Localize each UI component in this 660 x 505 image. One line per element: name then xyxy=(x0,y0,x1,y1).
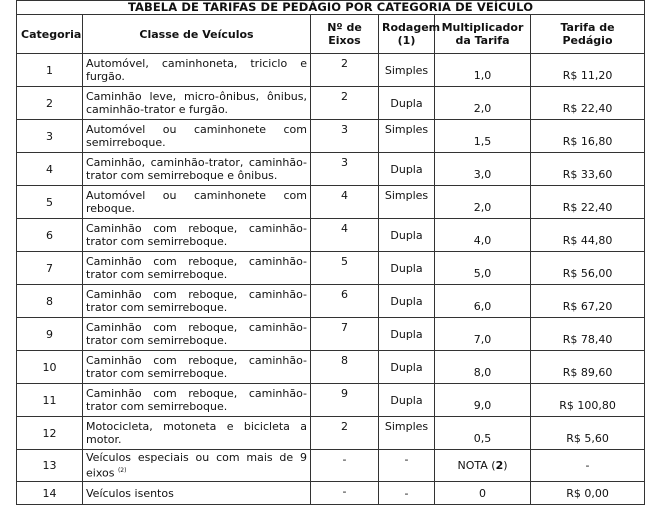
cell-eixos: 4 xyxy=(311,186,379,219)
cell-eixos: 5 xyxy=(311,252,379,285)
cell-rodagem: - xyxy=(379,482,435,505)
cell-classe: Motocicleta, motoneta e bicicleta a motor. xyxy=(83,417,311,450)
cell-eixos: 3 xyxy=(311,120,379,153)
cell-tarifa: R$ 0,00 xyxy=(531,482,645,505)
cell-tarifa: R$ 89,60 xyxy=(531,351,645,384)
cell-rodagem: Dupla xyxy=(379,351,435,384)
table-row xyxy=(17,153,645,186)
header-tarifa xyxy=(531,15,645,54)
cell-classe: Caminhão com reboque, caminhão-trator com semirreboque. xyxy=(83,351,311,384)
header-eixos-line1: Nº de xyxy=(327,21,362,34)
cell-classe: Caminhão leve, micro-ônibus, ônibus, caminhão-trator e furgão. xyxy=(83,87,311,120)
cell-categoria: 2 xyxy=(17,87,83,120)
cell-eixos: 9 xyxy=(311,384,379,417)
table-row xyxy=(17,120,645,153)
cell-rodagem: Dupla xyxy=(379,384,435,417)
table-row xyxy=(17,87,645,120)
cell-categoria: 14 xyxy=(17,482,83,505)
header-eixos xyxy=(311,15,379,54)
cell-rodagem: - xyxy=(379,450,435,482)
cell-multiplicador: 2,0 xyxy=(435,87,531,120)
cell-tarifa: R$ 11,20 xyxy=(531,54,645,87)
cell-tarifa: R$ 56,00 xyxy=(531,252,645,285)
header-eixos-line2: Eixos xyxy=(328,34,361,47)
cell-eixos: 2 xyxy=(311,87,379,120)
cell-tarifa: R$ 78,40 xyxy=(531,318,645,351)
nota-number: 2 xyxy=(495,459,504,472)
cell-categoria: 12 xyxy=(17,417,83,450)
cell-tarifa: R$ 5,60 xyxy=(531,417,645,450)
header-mult-line1: Multiplicador xyxy=(441,21,524,34)
cell-multiplicador: 8,0 xyxy=(435,351,531,384)
cell-rodagem: Dupla xyxy=(379,87,435,120)
table-row xyxy=(17,482,645,505)
cell-rodagem: Dupla xyxy=(379,219,435,252)
cell-multiplicador xyxy=(435,450,531,482)
cell-multiplicador: 5,0 xyxy=(435,252,531,285)
cell-eixos: 4 xyxy=(311,219,379,252)
table-row xyxy=(17,54,645,87)
cell-tarifa: - xyxy=(531,450,645,482)
table-row xyxy=(17,351,645,384)
cell-rodagem: Simples xyxy=(379,417,435,450)
cell-classe: Caminhão com reboque, caminhão-trator com semirreboque. xyxy=(83,384,311,417)
cell-eixos: 6 xyxy=(311,285,379,318)
cell-tarifa: R$ 22,40 xyxy=(531,186,645,219)
table-row xyxy=(17,186,645,219)
header-rodagem-line2: (1) xyxy=(397,34,416,47)
cell-rodagem: Dupla xyxy=(379,252,435,285)
cell-multiplicador: 0 xyxy=(435,482,531,505)
table-row xyxy=(17,219,645,252)
cell-tarifa: R$ 67,20 xyxy=(531,285,645,318)
cell-classe: Veículos isentos xyxy=(83,482,311,505)
cell-classe: Automóvel, caminhoneta, triciclo e furgão. xyxy=(83,54,311,87)
cell-multiplicador: 6,0 xyxy=(435,285,531,318)
header-rodagem xyxy=(379,15,441,54)
table-row xyxy=(17,318,645,351)
toll-tariff-table xyxy=(16,0,645,505)
nota-prefix: NOTA ( xyxy=(457,459,496,472)
table-caption: TABELA DE TARIFAS DE PEDÁGIO POR CATEGORIA DE VEÍCULO xyxy=(17,1,645,15)
cell-classe: Caminhão com reboque, caminhão-trator com semirreboque. xyxy=(83,252,311,285)
cell-eixos: - xyxy=(311,450,379,482)
table-row xyxy=(17,384,645,417)
footnote-marker: (2) xyxy=(117,467,127,475)
cell-eixos: 2 xyxy=(311,54,379,87)
cell-eixos: 3 xyxy=(311,153,379,186)
cell-tarifa: R$ 33,60 xyxy=(531,153,645,186)
header-categoria: Categoria xyxy=(17,15,83,54)
cell-multiplicador: 7,0 xyxy=(435,318,531,351)
cell-classe: Automóvel ou caminhonete com semirreboque. xyxy=(83,120,311,153)
cell-categoria: 3 xyxy=(17,120,83,153)
cell-categoria: 7 xyxy=(17,252,83,285)
table-row xyxy=(17,450,645,482)
cell-multiplicador: 9,0 xyxy=(435,384,531,417)
cell-classe: Caminhão com reboque, caminhão-trator com semirreboque. xyxy=(83,285,311,318)
cell-rodagem: Dupla xyxy=(379,318,435,351)
table-row xyxy=(17,285,645,318)
header-tarifa-line2: Pedágio xyxy=(562,34,613,47)
header-classe: Classe de Veículos xyxy=(83,15,311,54)
header-multiplicador xyxy=(435,15,531,54)
cell-categoria: 10 xyxy=(17,351,83,384)
cell-classe: Automóvel ou caminhonete com reboque. xyxy=(83,186,311,219)
cell-eixos: 8 xyxy=(311,351,379,384)
table-row xyxy=(17,252,645,285)
cell-eixos: 2 xyxy=(311,417,379,450)
cell-categoria: 8 xyxy=(17,285,83,318)
header-tarifa-line1: Tarifa de xyxy=(560,21,615,34)
cell-classe: Caminhão com reboque, caminhão-trator com semirreboque. xyxy=(83,318,311,351)
cell-categoria: 13 xyxy=(17,450,83,482)
cell-multiplicador: 2,0 xyxy=(435,186,531,219)
header-rodagem-line1: Rodagem xyxy=(382,21,441,34)
cell-categoria: 1 xyxy=(17,54,83,87)
cell-eixos: - xyxy=(311,482,379,505)
cell-rodagem: Dupla xyxy=(379,153,435,186)
cell-categoria: 9 xyxy=(17,318,83,351)
cell-classe: Caminhão com reboque, caminhão-trator com semirreboque. xyxy=(83,219,311,252)
cell-tarifa: R$ 22,40 xyxy=(531,87,645,120)
cell-eixos: 7 xyxy=(311,318,379,351)
cell-categoria: 4 xyxy=(17,153,83,186)
nota-suffix: ) xyxy=(503,459,508,472)
cell-tarifa: R$ 44,80 xyxy=(531,219,645,252)
header-mult-line2: da Tarifa xyxy=(455,34,510,47)
cell-classe: Caminhão, caminhão-trator, caminhão-trator com semirreboque e ônibus. xyxy=(83,153,311,186)
header-row xyxy=(17,15,645,54)
cell-multiplicador: 3,0 xyxy=(435,153,531,186)
toll-tariff-sheet xyxy=(16,0,644,505)
cell-categoria: 5 xyxy=(17,186,83,219)
cell-multiplicador: 0,5 xyxy=(435,417,531,450)
cell-rodagem: Simples xyxy=(379,54,435,87)
cell-classe xyxy=(83,450,311,482)
cell-rodagem: Simples xyxy=(379,186,435,219)
cell-tarifa: R$ 100,80 xyxy=(531,384,645,417)
cell-tarifa: R$ 16,80 xyxy=(531,120,645,153)
cell-rodagem: Simples xyxy=(379,120,435,153)
cell-categoria: 11 xyxy=(17,384,83,417)
cell-classe-text: Veículos especiais ou com mais de 9 eixos xyxy=(86,451,307,480)
cell-multiplicador: 1,0 xyxy=(435,54,531,87)
cell-rodagem: Dupla xyxy=(379,285,435,318)
cell-categoria: 6 xyxy=(17,219,83,252)
table-row xyxy=(17,417,645,450)
cell-multiplicador: 1,5 xyxy=(435,120,531,153)
cell-multiplicador: 4,0 xyxy=(435,219,531,252)
